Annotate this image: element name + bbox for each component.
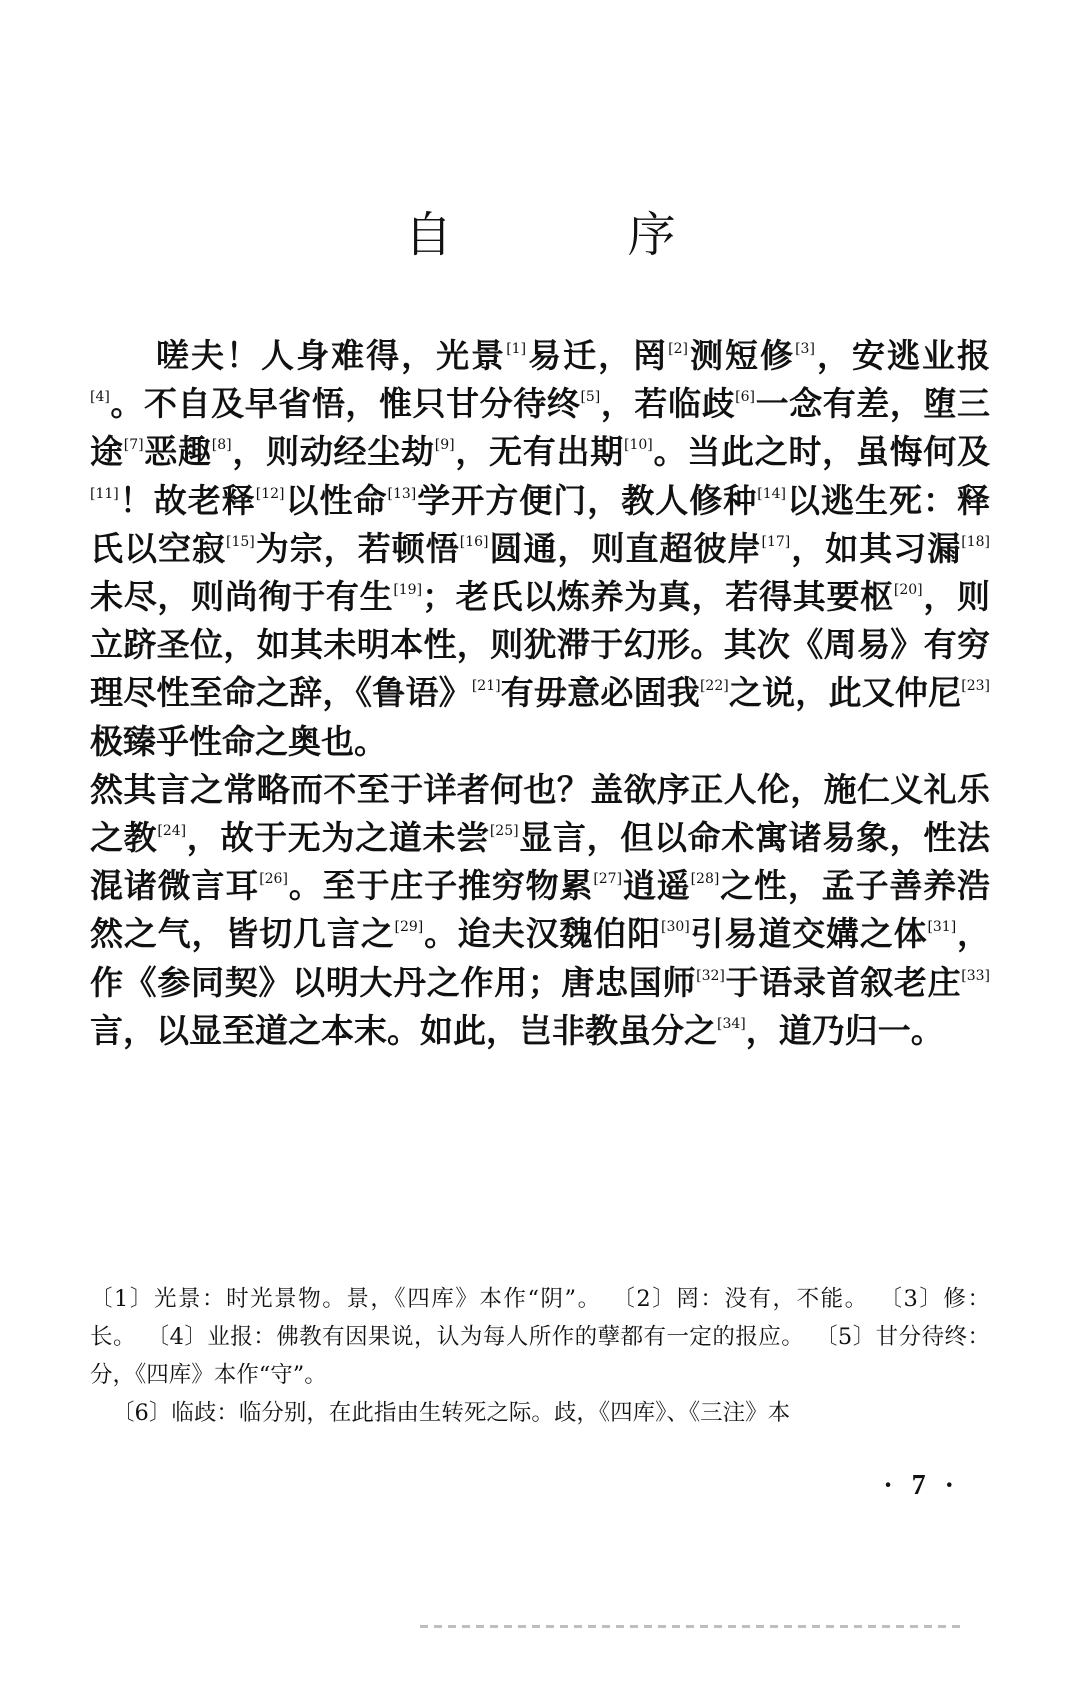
text-segment: ，作《参同契》以明大丹之作用；唐忠国师 [90, 914, 991, 1002]
text-segment: 学开方便门，教人修种 [416, 480, 758, 520]
footnote-marker: [30] [660, 919, 690, 936]
page-number: · 7 · [883, 1470, 960, 1501]
text-segment: 然其言之常略而不至于详者何也？盖欲序正人伦，施仁义礼乐之教 [90, 769, 990, 858]
footnote-entry: 〔2〕罔：没有，不能。 [623, 1286, 869, 1312]
footnote-marker: [15] [226, 533, 255, 550]
footnote-marker: [31] [927, 919, 957, 936]
footnote-marker: [17] [761, 533, 791, 550]
footnote-marker: [10] [623, 437, 653, 454]
footnote-marker: [3] [795, 341, 815, 357]
text-segment: 。迨夫汉魏伯阳 [423, 914, 661, 954]
text-segment: 未尽，则尚徇于有生 [90, 577, 394, 617]
footnote-marker: [21] [471, 678, 501, 695]
footnote-marker: [33] [961, 967, 991, 984]
footnote-marker: [22] [699, 678, 729, 695]
footnote-marker: [13] [387, 485, 417, 502]
footnote-marker: [16] [459, 533, 489, 550]
footnote-marker: [26] [259, 871, 288, 888]
paragraph-2 [90, 766, 990, 1055]
text-segment: 极臻乎性命之奥也。 [90, 721, 387, 761]
text-segment: 言，以显至道之本末。如此，岂非教虽分之 [90, 1010, 717, 1050]
text-segment: 恶趣 [143, 432, 212, 472]
footnote-marker: [23] [961, 678, 991, 695]
paragraph-1 [90, 332, 990, 766]
text-segment: ，则动经尘劫 [231, 432, 435, 472]
footnote-marker: [29] [394, 919, 424, 936]
footnote-marker: [5] [580, 389, 601, 406]
text-segment: 嗟夫！人身难得，光景 [156, 336, 507, 375]
footnote-marker: [11] [90, 485, 119, 502]
footnote-marker: [20] [893, 582, 923, 599]
footnotes-row-1 [90, 1280, 990, 1394]
text-segment: 。当此之时，虽悔何及 [652, 432, 991, 472]
text-segment: ，无有出期 [454, 432, 624, 472]
text-segment: 。不自及早省悟，惟只甘分待终 [109, 384, 581, 424]
page-title: 自 序 [404, 207, 756, 263]
text-segment: ，则立跻圣位，如其未明本性，则犹滞于幻形。其次《周易》有穷理尽性至命之辞，《鲁语》 [90, 577, 991, 713]
footnote-marker: [18] [961, 533, 990, 550]
scan-artifact-line [420, 1625, 960, 1628]
footnote-marker: [9] [434, 437, 455, 454]
text-segment: 有毋意必固我 [500, 673, 700, 713]
text-segment: ，若临歧 [600, 384, 736, 424]
footnote-marker: [27] [593, 871, 623, 888]
text-segment: ；老氏以炼养为真，若得其要枢 [422, 577, 894, 617]
footnote-marker: [14] [757, 485, 786, 502]
footnote-marker: [32] [696, 967, 725, 984]
text-segment: 一念有差，堕三途 [90, 384, 991, 472]
text-segment: 逍遥 [622, 866, 691, 906]
text-segment: ，故于无为之道未尝 [186, 818, 490, 858]
text-segment: 。至于庄子推穷物累 [287, 866, 594, 906]
footnote-marker: [25] [489, 823, 519, 840]
text-segment: 之说，此又仲尼 [728, 673, 962, 713]
text-segment: ，如其习漏 [790, 528, 962, 568]
text-segment: 于语录首叙老庄 [724, 962, 962, 1002]
text-segment: 引易道交媾之体 [689, 914, 928, 954]
footnote-marker: [12] [255, 485, 285, 502]
footnote-marker: [34] [717, 1015, 746, 1032]
footnote-marker: [2] [668, 341, 688, 357]
footnote-marker: [1] [506, 341, 527, 357]
footnote-marker: [28] [690, 871, 720, 888]
text-segment: ，安逃业报 [814, 336, 991, 375]
footnote-marker: [8] [211, 437, 232, 454]
text-segment: 之性，孟子善养浩然之气，皆切几言之 [90, 866, 991, 954]
footnote-entry: 〔1〕光景：时光景物。景，《四库》本作“阴”。 [90, 1286, 602, 1312]
footnotes [90, 1280, 990, 1432]
footnote-6: 〔6〕临歧：临分别，在此指由生转死之际。歧，《四库》、《三注》本 [112, 1400, 791, 1426]
footnote-marker: [24] [157, 823, 187, 840]
footnote-entry: 〔5〕甘分待终：分，《四库》本作“守”。 [90, 1324, 990, 1388]
footnote-marker: [4] [90, 389, 110, 406]
footnote-marker: [6] [735, 389, 755, 406]
text-segment: 为宗，若顿悟 [254, 528, 460, 568]
text-segment: 易迁，罔 [526, 336, 669, 375]
text-segment: ！故老释 [118, 480, 256, 520]
footnote-entry: 〔3〕修：长。 [90, 1286, 990, 1350]
text-segment: 以逃生死：释氏以空寂 [90, 480, 990, 568]
text-segment: ，道乃归一。 [745, 1010, 944, 1050]
text-segment: 圆通，则直超彼岸 [488, 528, 762, 568]
footnote-marker: [19] [393, 582, 423, 599]
preface-body [90, 332, 990, 1055]
footnote-entry: 〔4〕业报：佛教有因果说，认为每人所作的孽都有一定的报应。 [157, 1324, 805, 1350]
footnote-marker: [7] [123, 437, 144, 454]
text-segment: 显言，但以命术寓诸易象，性法混诸微言耳 [90, 818, 991, 906]
text-segment: 以性命 [284, 480, 388, 520]
text-segment: 测短修 [688, 336, 796, 375]
